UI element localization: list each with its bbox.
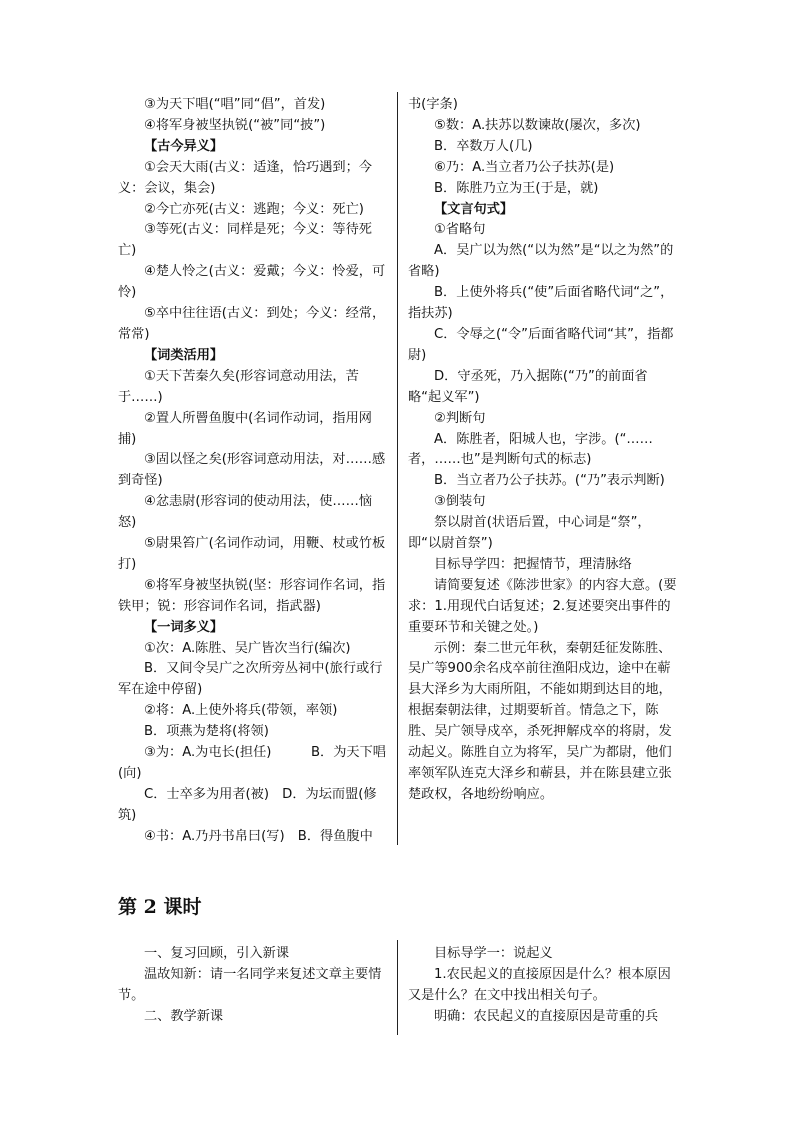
text-paragraph: B．陈胜乃立为王(于是，就) bbox=[434, 180, 599, 196]
text-paragraph: 一、复习回顾，引入新课 bbox=[144, 946, 290, 961]
text-paragraph: A．陈胜者，阳城人也，字涉。(“……者，……也”是判断句式的标志) bbox=[408, 431, 653, 468]
bottom-left-column bbox=[118, 944, 388, 1028]
text-paragraph: ①天下苦秦久矣(形容词意动用法，苦于……) bbox=[118, 368, 359, 405]
text-paragraph: 示例：秦二世元年秋，秦朝廷征发陈胜、吴广等900余名戍卒前往渔阳戍边，途中在蕲县大泽乡为大雨所阻，不能如期到达目的地，根据秦朝法律，过期要斩首。情急之下，陈胜、吴广领导戍卒，杀死押解戍卒的将尉，发动起义。陈胜自立为将军，吴广为都尉，他们率领军队连克大泽乡和蕲县，并在陈县建立张楚政权，各地纷纷响应。 bbox=[408, 640, 672, 802]
text-paragraph: ①会天大雨(古义：适逢，恰巧遇到；今义：会议，集会) bbox=[118, 159, 372, 196]
text-paragraph: ①次：A.陈胜、吴广皆次当行(编次) bbox=[144, 640, 351, 656]
text-paragraph: 二、教学新课 bbox=[144, 1008, 224, 1024]
text-paragraph: ③为天下唱(“唱”同“倡”，首发) bbox=[144, 97, 326, 112]
text-paragraph: ⑤尉果笞广(名词作动词，用鞭、杖或竹板打) bbox=[118, 536, 386, 572]
text-paragraph: 1.农民起义的直接原因是什么？根本原因又是什么？在文中找出相关句子。 bbox=[408, 966, 671, 1003]
column-divider bbox=[397, 92, 398, 845]
text-paragraph: B．又间令吴广之次所旁丛祠中(旅行或行军在途中停留) bbox=[118, 661, 383, 698]
text-paragraph: ③等死(古义：同样是死；今义：等待死亡) bbox=[118, 222, 372, 259]
text-paragraph: ⑤数：A.扶苏以数谏故(屡次，多次) bbox=[434, 117, 641, 133]
text-paragraph: 温故知新：请一名同学来复述文章主要情节。 bbox=[118, 966, 382, 1003]
text-paragraph: 祭以尉首(状语后置，中心词是“祭”，即“以尉首祭”) bbox=[408, 515, 651, 552]
text-paragraph: 明确：农民起义的直接原因是苛重的兵 bbox=[434, 1008, 659, 1024]
text-paragraph: 【一词多义】 bbox=[144, 619, 224, 635]
text-paragraph: 【古今异义】 bbox=[144, 138, 224, 154]
text-paragraph: ④将军身被坚执锐(“被”同“披”) bbox=[144, 117, 326, 133]
text-paragraph: C．士卒多为用者(被) D．为坛而盟(修筑) bbox=[118, 786, 377, 823]
lesson-title: 第 2 课时 bbox=[118, 896, 202, 918]
text-paragraph: ④楚人怜之(古义：爱戴；今义：怜爱，可怜) bbox=[118, 264, 386, 301]
text-paragraph: 目标导学四：把握情节，理清脉络 bbox=[434, 556, 632, 572]
text-paragraph: ⑥将军身被坚执锐(坚：形容词作名词，指铁甲；锐：形容词作名词，指武器) bbox=[118, 577, 386, 614]
text-paragraph: ③倒装句 bbox=[434, 494, 486, 510]
text-paragraph: D．守丞死，乃入据陈(“乃”的前面省略“起义军”) bbox=[408, 368, 648, 405]
text-paragraph: ②今亡亦死(古义：逃跑；今义：死亡) bbox=[144, 201, 364, 217]
text-paragraph: ④忿恚尉(形容词的使动用法，使……恼怒) bbox=[118, 494, 372, 531]
text-paragraph: C．令辱之(“令”后面省略代词“其”，指都尉) bbox=[408, 326, 674, 363]
top-right-column bbox=[408, 95, 678, 806]
text-paragraph: B．卒数万人(几) bbox=[434, 138, 533, 154]
text-paragraph: 目标导学一：说起义 bbox=[434, 946, 553, 961]
text-paragraph: ④书：A.乃丹书帛曰(写) B．得鱼腹中 bbox=[144, 828, 373, 844]
text-paragraph: 书(字条) bbox=[408, 97, 458, 112]
text-paragraph: B．项燕为楚将(将领) bbox=[144, 724, 269, 740]
text-paragraph: B．上使外将兵(“使”后面省略代词“之”，指扶苏) bbox=[408, 285, 674, 322]
top-left-column bbox=[118, 95, 388, 848]
text-paragraph: ③为：A.为屯长(担任) B．为天下唱(向) bbox=[118, 745, 386, 781]
text-paragraph: ①省略句 bbox=[434, 222, 486, 238]
text-paragraph: ⑥乃：A.当立者乃公子扶苏(是) bbox=[434, 159, 615, 175]
text-paragraph: ②将：A.上使外将兵(带领，率领) bbox=[144, 703, 338, 719]
text-paragraph: A．吴广以为然(“以为然”是“以之为然”的省略) bbox=[408, 243, 674, 280]
text-paragraph: ②置人所罾鱼腹中(名词作动词，指用网捕) bbox=[118, 410, 372, 447]
text-paragraph: ③固以怪之矣(形容词意动用法，对……感到奇怪) bbox=[118, 452, 386, 489]
text-paragraph: B．当立者乃公子扶苏。(“乃”表示判断) bbox=[434, 473, 665, 489]
column-divider bbox=[397, 940, 398, 1035]
text-paragraph: 【文言句式】 bbox=[434, 201, 514, 217]
bottom-right-column bbox=[408, 944, 678, 1028]
text-paragraph: 请简要复述《陈涉世家》的内容大意。(要求：1.用现代白话复述；2.复述要突出事件的重要环节和关键之处。) bbox=[408, 577, 677, 635]
text-paragraph: ②判断句 bbox=[434, 410, 486, 426]
text-paragraph: 【词类活用】 bbox=[144, 347, 224, 363]
text-paragraph: ⑤卒中往往语(古义：到处；今义：经常，常常) bbox=[118, 306, 386, 342]
